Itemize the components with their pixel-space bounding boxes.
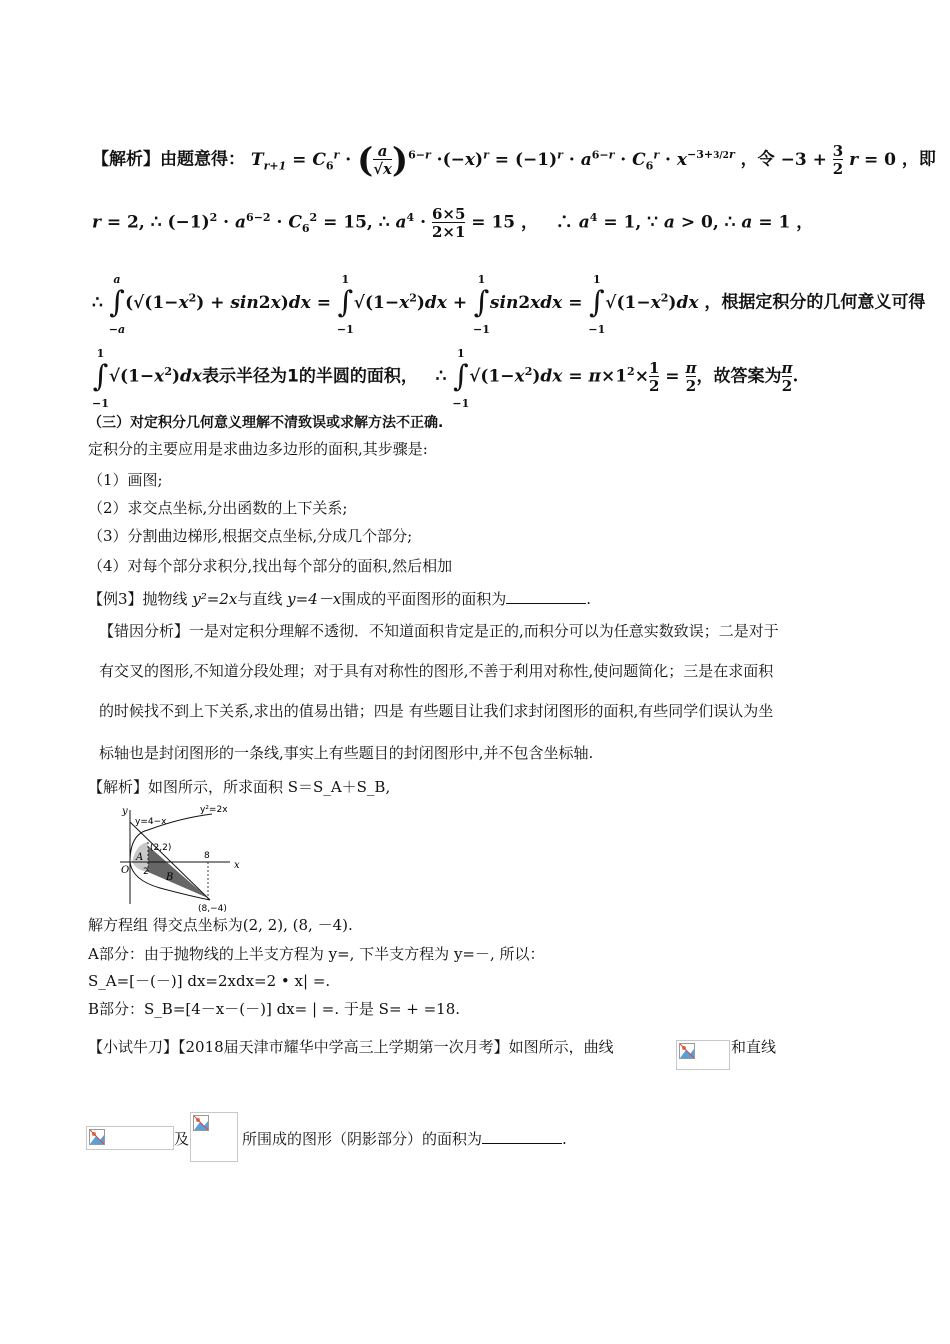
broken-image-curve [676,1040,730,1070]
broken-image-line-2 [190,1112,238,1162]
step-3: （3）分割曲边梯形,根据交点坐标,分成几个部分; [88,527,413,545]
broken-image-icon [679,1043,695,1059]
error-analysis-2: 有交叉的图形,不知道分段处理；对于具有对称性的图形,不善于利用对称性,使问题简化；三是在求面积 [99,662,774,680]
area-figure [110,800,240,912]
solve-line-2: A部分：由于抛物线的上半支方程为 y=, 下半支方程为 y=－, 所以： [88,945,545,963]
error-analysis-1: 【错因分析】一是对定积分理解不透彻．不知道面积肯定是正的,而积分可以为任意实数致误；二是对于 [99,622,779,640]
example-prefix: 【例3】抛物线 [88,590,193,608]
label-parabola: y²=2x [200,805,228,815]
solve-line-1: 解方程组 得交点坐标为(2, 2), (8, －4). [88,916,353,934]
text-ji: ，即 [901,149,936,170]
section-title: （三）对定积分几何意义理解不清致误或求解方法不正确. [88,415,444,431]
analysis-2: 【解析】如图所示，所求面积 S＝S_A＋S_B, [88,778,391,796]
error-analysis-3: 的时候找不到上下关系,求出的值易出错；四是 有些题目让我们求封闭图形的面积,有些同学们误认为坐 [99,702,774,720]
binomial-term-formula: $T_{r+1} = C_6^r \cdot (\frac{a}{√x})^{6-r} \cdot(-x)^r = (-1)^r \cdot a^{6-r} \cdot C_6^r \cdot x^{-3+3/2r}$ [250,140,735,180]
practice-prefix: 【小试牛刀】【2018届天津市耀华中学高三上学期第一次月考】如图所示，曲线 [88,1038,614,1056]
example-mid: 与直线 [237,590,288,608]
practice-tail-text: 所围成的图形（阴影部分）的面积为 [242,1130,483,1148]
example-curve-1: y²=2x [192,590,238,608]
example-suffix: 围成的平面图形的面积为 [341,590,507,608]
intro-text: 定积分的主要应用是求曲边多边形的面积,其步骤是: [88,440,428,458]
practice-end: . [562,1130,567,1148]
practice-tail [242,1128,567,1149]
practice-ji: 及 [174,1130,190,1148]
solution-tag: 【解析】由题意得： [92,149,245,170]
step-2: （2）求交点坐标,分出函数的上下关系; [88,499,348,517]
label-x: x [234,860,240,871]
broken-image-icon [89,1129,105,1145]
broken-image-icon [193,1115,209,1131]
label-region-b: B [166,872,174,883]
label-tick-8: 8 [204,851,210,861]
solve-line-4: B部分：S_B=[4－x－(－)] dx= | =. 于是 S= + =18. [88,1000,461,1018]
solve-line-3: S_A=[－(－)] dx=2xdx=2 • x| =. [88,972,331,990]
step-1: （1）画图; [88,471,163,489]
solution-line-3 [92,268,925,338]
text-semicircle: 表示半径为1的半圆的面积， [202,366,418,387]
solution-line-2: r = 2, ∴ $(-1)^2 \cdot a^{6-2} \cdot C_6^2 = 15$, ∴ $a^4 \cdot 6\times 5$ 2×1 = 15 ， ∴ $a^4 = 1$, ∵ a > 0, ∴ a = 1 ， [92,205,814,241]
practice-answer-blank [482,1129,562,1144]
practice-and-line: 和直线 [731,1038,777,1056]
example-curve-2: y=4－x [287,590,342,608]
step-4: （4）对每个部分求积分,找出每个部分的面积,然后相加 [88,557,453,575]
label-tick-2: 2 [143,867,149,877]
solution-line-1 [92,140,936,180]
label-origin: O [121,865,130,876]
broken-image-line-1 [86,1126,174,1150]
solution-line-4: 1 ∫ $-1√(1-x^2)dx$表示半径为1的半圆的面积， ∴ 1 ∫ $-1√(1-x^2)dx = \pi\times 1^2\times 1$ $2 = \frac{\pi}{2}$，故答案为$\frac{\pi}{2}$. [92,347,799,410]
label-point-2-2: (2,2) [150,843,172,853]
text-ling: ，令 [740,149,775,170]
text-geometric-meaning: ，根据定积分的几何意义可得 [704,292,926,313]
answer-blank [506,589,586,604]
error-analysis-4: 标轴也是封闭图形的一条线,事实上有些题目的封闭图形中,并不包含坐标轴. [99,744,594,762]
example-3 [88,588,591,609]
example-end: . [586,590,591,608]
condition-formula: −3 + 3 2 r = 0 [780,142,896,178]
label-line: y=4−x [135,817,167,827]
integral-formula: ∴ a ∫ $-a(√(1-x^2) + \sin 2x)dx = 1$ ∫ $-1√(1-x^2)dx + 1$ ∫ −1sin2xdx = 1 ∫ $-1√(1-x^2)dx$ [92,273,699,336]
label-region-a: A [136,852,144,863]
label-y: y [122,806,128,817]
label-point-8-neg4: (8,−4) [198,904,227,912]
text-answer: ，故答案为 [696,366,782,387]
